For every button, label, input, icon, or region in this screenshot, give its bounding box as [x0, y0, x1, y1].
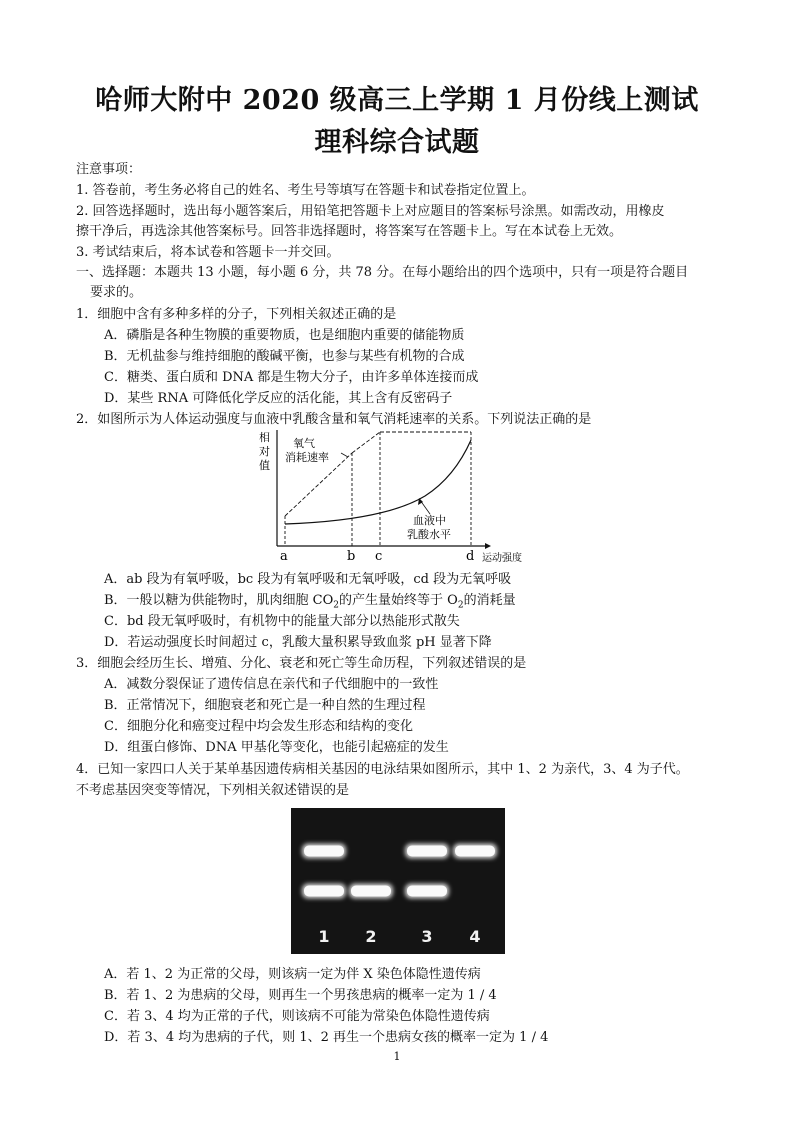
lane-2-lower-band — [351, 886, 391, 897]
q3-option-c: C．细胞分化和癌变过程中均会发生形态和结构的变化 — [104, 719, 413, 734]
x-tick-c: c — [375, 549, 383, 564]
q2-option-a: A．ab 段为有氧呼吸，bc 段为有氧呼吸和无氧呼吸，cd 段为无氧呼吸 — [104, 572, 512, 587]
q4-option-c: C．若 3、4 均为正常的子代，则该病不可能为常染色体隐性遗传病 — [104, 1009, 490, 1024]
q4-electrophoresis-gel — [291, 808, 505, 954]
q3-stem: 3．细胞会经历生长、增殖、分化、衰老和死亡等生命历程，下列叙述错误的是 — [76, 656, 527, 671]
q1-option-a: A．磷脂是各种生物膜的重要物质，也是细胞内重要的储能物质 — [104, 328, 465, 343]
x-tick-a: a — [280, 549, 288, 564]
q4-option-b: B．若 1、2 为患病的父母，则再生一个男孩患病的概率一定为 1 / 4 — [104, 988, 497, 1003]
q3-option-b: B．正常情况下，细胞衰老和死亡是一种自然的生理过程 — [104, 698, 426, 713]
lane-label-1: 1 — [318, 927, 330, 946]
note-2-line2: 擦干净后，再选涂其他答案标号。回答非选择题时，将答案写在答题卡上。写在本试卷上无效。 — [76, 224, 623, 239]
q2-exercise-graph — [255, 428, 545, 564]
lactate-label-1: 血液中 — [413, 514, 446, 527]
section-instruction-line1: 一、选择题：本题共 13 小题，每小题 6 分，共 78 分。在每小题给出的四个选项中，只有一项是符合题目 — [76, 265, 689, 280]
q4-option-a: A．若 1、2 为正常的父母，则该病一定为伴 X 染色体隐性遗传病 — [104, 967, 481, 982]
section-instruction-line2: 要求的。 — [90, 285, 143, 300]
lane-4-upper-band — [455, 846, 495, 857]
q2-stem: 2．如图所示为人体运动强度与血液中乳酸含量和氧气消耗速率的关系。下列说法正确的是 — [76, 412, 592, 427]
oxygen-label-2: 消耗速率 — [285, 451, 329, 464]
q1-stem: 1．细胞中含有多种多样的分子，下列相关叙述正确的是 — [76, 307, 397, 322]
x-tick-b: b — [347, 549, 356, 564]
oxygen-line-bc — [352, 432, 380, 453]
x-axis-arrow — [485, 543, 491, 549]
q2-option-c: C．bd 段无氧呼吸时，有机物中的能量大部分以热能形式散失 — [104, 614, 460, 629]
oxygen-pointer — [341, 453, 348, 457]
q4-stem-line1: 4．已知一家四口人关于某单基因遗传病相关基因的电泳结果如图所示，其中 1、2 为亲代，3、4 为子代。 — [76, 762, 689, 777]
lane-label-3: 3 — [421, 927, 433, 946]
note-1: 1. 答卷前，考生务必将自己的姓名、考生号等填写在答题卡和试卷指定位置上。 — [76, 183, 535, 198]
exam-title: 哈师大附中 2020 级高三上学期 1 月份线上测试 — [95, 85, 699, 116]
note-3: 3. 考试结束后，将本试卷和答题卡一并交回。 — [76, 245, 340, 260]
y-axis-label-3: 值 — [259, 459, 270, 472]
lane-1-upper-band — [304, 846, 344, 857]
lane-1-lower-band — [304, 886, 344, 897]
lactate-label-2: 乳酸水平 — [407, 528, 451, 541]
q3-option-a: A．减数分裂保证了遗传信息在亲代和子代细胞中的一致性 — [104, 677, 439, 692]
lane-3-lower-band — [407, 886, 447, 897]
note-2-line1: 2. 回答选择题时，选出每小题答案后，用铅笔把答题卡上对应题目的答案标号涂黑。如需改动，用橡皮 — [76, 204, 665, 219]
q2-option-b: B．一般以糖为供能物时，肌肉细胞 $CO_2$的产生量始终等于 $O_2$的消耗量 — [104, 593, 516, 611]
oxygen-label-1: 氧气 — [293, 437, 315, 450]
y-axis-label-1: 相 — [259, 431, 270, 444]
lane-label-4: 4 — [469, 927, 481, 946]
q1-option-c: C．糖类、蛋白质和 DNA 都是生物大分子，由许多单体连接而成 — [104, 370, 479, 385]
y-axis-label-2: 对 — [259, 445, 270, 458]
q2-option-d: D．若运动强度长时间超过 c，乳酸大量积累导致血浆 pH 显著下降 — [104, 635, 492, 650]
exam-subtitle: 理科综合试题 — [314, 127, 480, 158]
q3-option-d: D．组蛋白修饰、DNA 甲基化等变化，也能引起癌症的发生 — [104, 740, 449, 755]
lane-label-2: 2 — [365, 927, 377, 946]
q4-stem-line2: 不考虑基因突变等情况，下列相关叙述错误的是 — [76, 783, 350, 798]
q1-option-b: B．无机盐参与维持细胞的酸碱平衡，也参与某些有机物的合成 — [104, 349, 465, 364]
notes-heading: 注意事项： — [76, 162, 142, 177]
lane-3-upper-band — [407, 846, 447, 857]
q1-option-d: D．某些 RNA 可降低化学反应的活化能，其上含有反密码子 — [104, 391, 453, 406]
q4-option-d: D．若 3、4 均为患病的子代，则 1、2 再生一个患病女孩的概率一定为 1 / 4 — [104, 1030, 549, 1045]
x-axis-label: 运动强度 — [482, 553, 522, 564]
page-number: 1 — [393, 1050, 401, 1063]
x-tick-d: d — [466, 549, 475, 564]
